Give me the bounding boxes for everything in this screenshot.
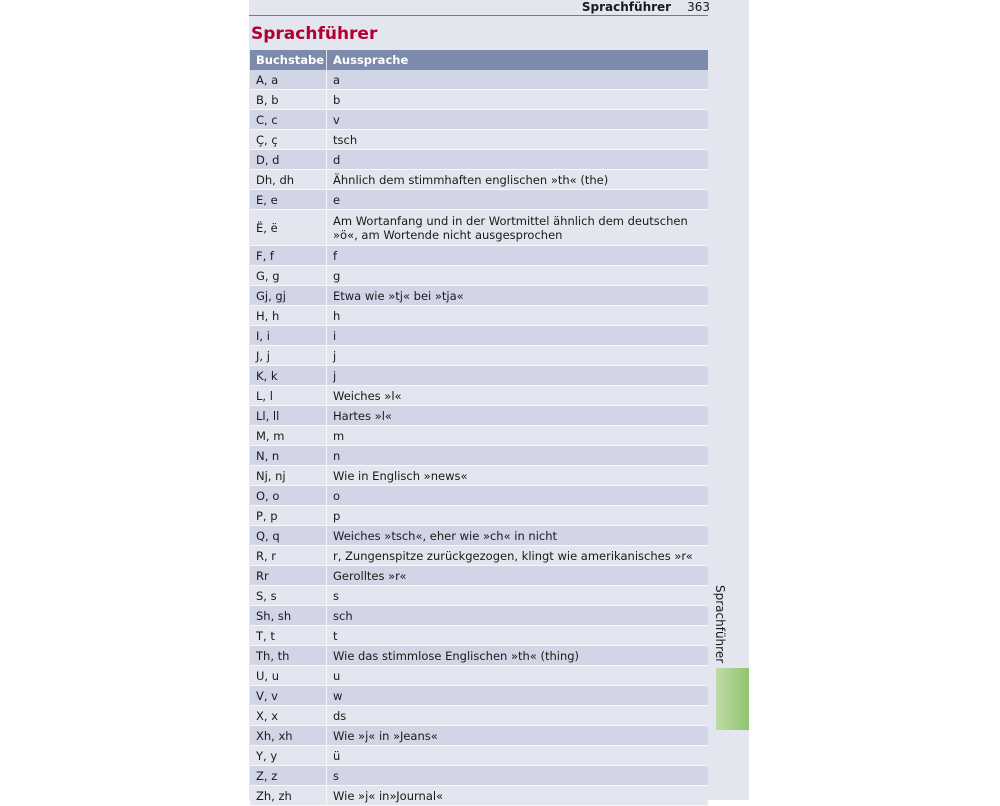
table-row xyxy=(250,426,708,446)
letter-cell: X, x xyxy=(250,706,327,726)
pronunciation-cell: s xyxy=(327,766,709,786)
table-row xyxy=(250,366,708,386)
pronunciation-cell: Weiches »l« xyxy=(327,386,709,406)
pronunciation-cell: m xyxy=(327,426,709,446)
pronunciation-cell: Am Wortanfang und in der Wortmittel ähnlich dem deutschen »ö«, am Wortende nicht ausgesprochen xyxy=(327,210,709,246)
page-number: 363 xyxy=(687,0,710,14)
pronunciation-cell: Ähnlich dem stimmhaften englischen »th« (the) xyxy=(327,170,709,190)
side-tab-marker xyxy=(716,668,749,730)
column-header-pronunciation: Aussprache xyxy=(327,50,709,70)
table-row xyxy=(250,466,708,486)
table-row xyxy=(250,586,708,606)
letter-cell: Y, y xyxy=(250,746,327,766)
letter-cell: Ë, ë xyxy=(250,210,327,246)
letter-cell: R, r xyxy=(250,546,327,566)
letter-cell: Dh, dh xyxy=(250,170,327,190)
letter-cell: V, v xyxy=(250,686,327,706)
pronunciation-cell: s xyxy=(327,586,709,606)
letter-cell: K, k xyxy=(250,366,327,386)
letter-cell: T, t xyxy=(250,626,327,646)
pronunciation-cell: Weiches »tsch«, eher wie »ch« in nicht xyxy=(327,526,709,546)
table-row xyxy=(250,506,708,526)
pronunciation-cell: Wie »j« in»Journal« xyxy=(327,786,709,806)
letter-cell: Gj, gj xyxy=(250,286,327,306)
table-row xyxy=(250,150,708,170)
pronunciation-cell: t xyxy=(327,626,709,646)
pronunciation-cell: Wie in Englisch »news« xyxy=(327,466,709,486)
pronunciation-cell: u xyxy=(327,666,709,686)
table-row xyxy=(250,286,708,306)
table-row xyxy=(250,386,708,406)
letter-cell: I, i xyxy=(250,326,327,346)
table-row xyxy=(250,326,708,346)
letter-cell: J, j xyxy=(250,346,327,366)
side-tab-label: Sprachführer xyxy=(713,585,727,664)
pronunciation-cell: a xyxy=(327,70,709,90)
letter-cell: L, l xyxy=(250,386,327,406)
pronunciation-cell: n xyxy=(327,446,709,466)
pronunciation-cell: o xyxy=(327,486,709,506)
table-row xyxy=(250,446,708,466)
letter-cell: Z, z xyxy=(250,766,327,786)
page-title: Sprachführer xyxy=(251,24,378,44)
letter-cell: Q, q xyxy=(250,526,327,546)
pronunciation-cell: g xyxy=(327,266,709,286)
pronunciation-cell: Hartes »l« xyxy=(327,406,709,426)
letter-cell: U, u xyxy=(250,666,327,686)
pronunciation-cell: Wie das stimmlose Englischen »th« (thing) xyxy=(327,646,709,666)
table-row xyxy=(250,406,708,426)
pronunciation-cell: tsch xyxy=(327,130,709,150)
pronunciation-cell: i xyxy=(327,326,709,346)
letter-cell: B, b xyxy=(250,90,327,110)
table-row xyxy=(250,766,708,786)
table-row xyxy=(250,486,708,506)
table-row xyxy=(250,70,708,90)
letter-cell: O, o xyxy=(250,486,327,506)
table-row xyxy=(250,246,708,266)
pronunciation-cell: e xyxy=(327,190,709,210)
table-row xyxy=(250,626,708,646)
header-rule xyxy=(249,15,708,16)
pronunciation-cell: ü xyxy=(327,746,709,766)
letter-cell: Zh, zh xyxy=(250,786,327,806)
letter-cell: G, g xyxy=(250,266,327,286)
letter-cell: E, e xyxy=(250,190,327,210)
letter-cell: Rr xyxy=(250,566,327,586)
table-row xyxy=(250,606,708,626)
table-body xyxy=(250,70,708,806)
letter-cell: Sh, sh xyxy=(250,606,327,626)
table-header-row xyxy=(250,50,708,70)
table-row xyxy=(250,110,708,130)
letter-cell: Th, th xyxy=(250,646,327,666)
table-row xyxy=(250,546,708,566)
pronunciation-cell: w xyxy=(327,686,709,706)
running-head xyxy=(560,0,710,14)
pronunciation-cell: Gerolltes »r« xyxy=(327,566,709,586)
pronunciation-table xyxy=(250,50,708,806)
pronunciation-cell: v xyxy=(327,110,709,130)
pronunciation-cell: r, Zungenspitze zurückgezogen, klingt wie amerikanisches »r« xyxy=(327,546,709,566)
pronunciation-cell: ds xyxy=(327,706,709,726)
table-row xyxy=(250,666,708,686)
pronunciation-cell: j xyxy=(327,346,709,366)
pronunciation-cell: j xyxy=(327,366,709,386)
letter-cell: A, a xyxy=(250,70,327,90)
letter-cell: S, s xyxy=(250,586,327,606)
letter-cell: M, m xyxy=(250,426,327,446)
table-row xyxy=(250,686,708,706)
pronunciation-cell: Etwa wie »tj« bei »tja« xyxy=(327,286,709,306)
table-row xyxy=(250,726,708,746)
letter-cell: H, h xyxy=(250,306,327,326)
letter-cell: Xh, xh xyxy=(250,726,327,746)
pronunciation-cell: h xyxy=(327,306,709,326)
table-row xyxy=(250,90,708,110)
letter-cell: Ç, ç xyxy=(250,130,327,150)
table-row xyxy=(250,526,708,546)
table-row xyxy=(250,190,708,210)
letter-cell: N, n xyxy=(250,446,327,466)
running-head-title: Sprachführer xyxy=(581,0,672,14)
table-row xyxy=(250,646,708,666)
table-row xyxy=(250,786,708,806)
pronunciation-cell: f xyxy=(327,246,709,266)
table-row xyxy=(250,346,708,366)
table-row xyxy=(250,746,708,766)
table-row xyxy=(250,210,708,246)
pronunciation-cell: p xyxy=(327,506,709,526)
letter-cell: Ll, ll xyxy=(250,406,327,426)
pronunciation-cell: b xyxy=(327,90,709,110)
table-row xyxy=(250,706,708,726)
pronunciation-cell: d xyxy=(327,150,709,170)
pronunciation-cell: sch xyxy=(327,606,709,626)
letter-cell: P, p xyxy=(250,506,327,526)
table-row xyxy=(250,266,708,286)
pronunciation-cell: Wie »j« in »Jeans« xyxy=(327,726,709,746)
table-row xyxy=(250,306,708,326)
letter-cell: C, c xyxy=(250,110,327,130)
table-row xyxy=(250,130,708,150)
letter-cell: Nj, nj xyxy=(250,466,327,486)
table-row xyxy=(250,566,708,586)
letter-cell: D, d xyxy=(250,150,327,170)
table-row xyxy=(250,170,708,190)
letter-cell: F, f xyxy=(250,246,327,266)
column-header-letter: Buchstabe xyxy=(250,50,327,70)
